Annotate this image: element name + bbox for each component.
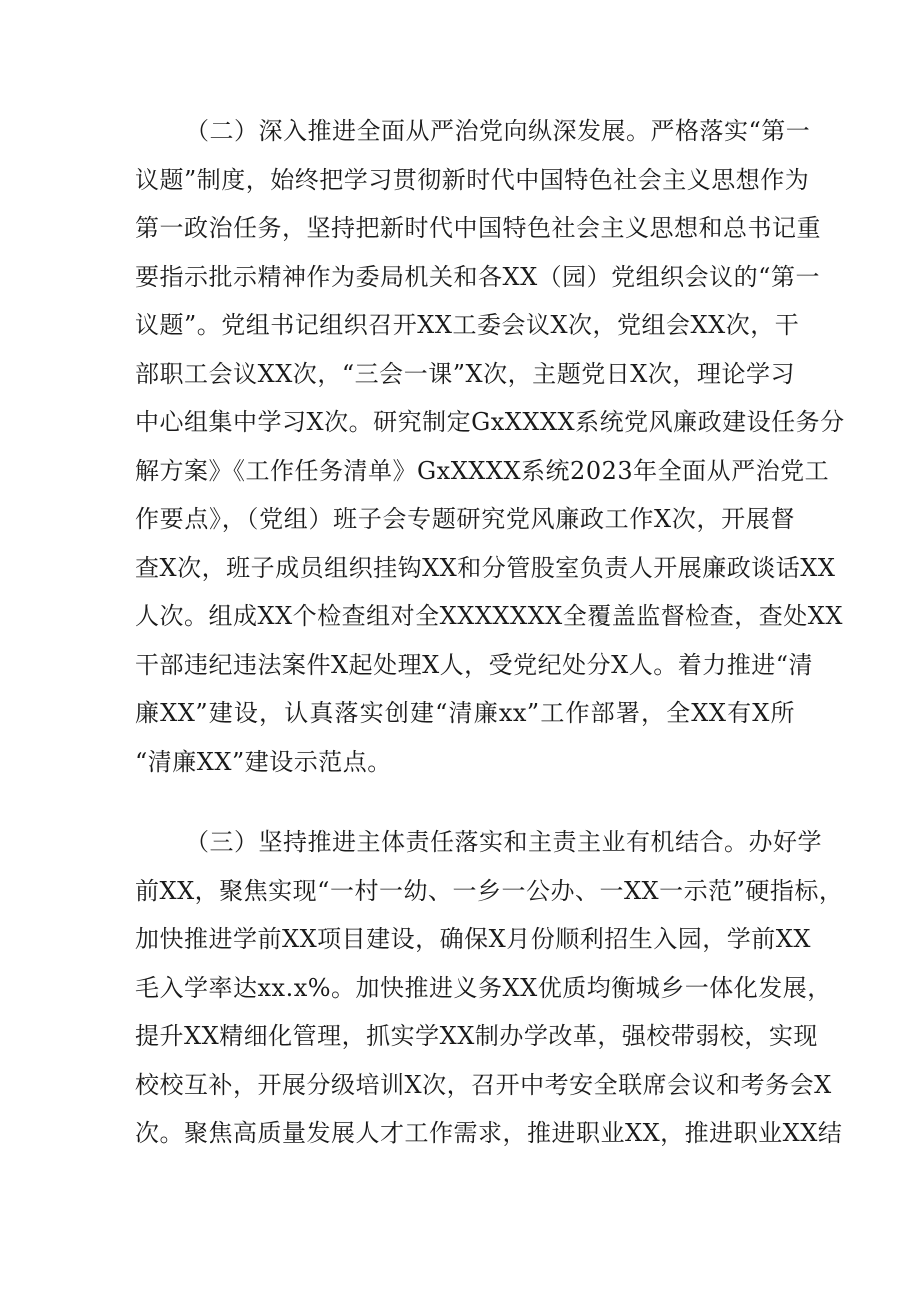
paragraph-party-governance xyxy=(135,107,845,786)
paragraph-line: 部职工会议XX次，“三会一课”X次，主题党日X次，理论学习 xyxy=(135,359,795,388)
paragraph-line: 第一政治任务，坚持把新时代中国特色社会主义思想和总书记重 xyxy=(135,214,821,242)
paragraph-main-responsibility xyxy=(135,818,844,1158)
paragraph-line: 校校互补，开展分级培训X次，召开中考安全联席会议和考务会X xyxy=(135,1070,832,1099)
paragraph-line: “清廉XX”建设示范点。 xyxy=(135,747,392,776)
paragraph-line: 议题”制度，始终把学习贯彻新时代中国特色社会主义思想作为 xyxy=(135,165,810,194)
paragraph-line: 作要点》，（党组）班子会专题研究党风廉政工作X次，开展督 xyxy=(135,505,795,533)
paragraph-line: （三）坚持推进主体责任落实和主责主业有机结合。办好学 xyxy=(185,828,822,856)
paragraph-line: 廉XX”建设，认真落实创建“清廉xx”工作部署，全XX有X所 xyxy=(135,699,795,727)
paragraph-line: 加快推进学前XX项目建设，确保X月份顺利招生入园，学前XX xyxy=(135,925,811,953)
paragraph-line: 议题”。党组书记组织召开XX工委会议X次，党组会XX次，干 xyxy=(135,311,800,339)
paragraph-line: 次。聚焦高质量发展人才工作需求，推进职业XX，推进职业XX结 xyxy=(135,1119,843,1147)
paragraph-line: 查X次，班子成员组织挂钩XX和分管股室负责人开展廉政谈话XX xyxy=(135,553,836,582)
paragraph-line: 人次。组成XX个检查组对全XXXXXXX全覆盖监督检查，查处XX xyxy=(135,602,843,630)
paragraph-line: 干部违纪违法案件X起处理X人，受党纪处分X人。着力推进“清 xyxy=(135,650,814,679)
paragraph-line: 毛入学率达xx.x%。加快推进义务XX优质均衡城乡一体化发展， xyxy=(135,973,832,1002)
paragraph-line: 要指示批示精神作为委局机关和各XX（园）党组织会议的“第一 xyxy=(135,262,820,291)
paragraph-line: 前XX，聚焦实现“一村一幼、一乡一公办、一XX一示范”硬指标， xyxy=(135,876,844,905)
paragraph-line: 解方案》《工作任务清单》GxXXXX系统2023年全面从严治党工 xyxy=(135,456,830,485)
paragraph-line: 中心组集中学习X次。研究制定GxXXXX系统党风廉政建设任务分 xyxy=(135,408,845,436)
paragraph-line: （二）深入推进全面从严治党向纵深发展。严格落实“第一 xyxy=(185,117,811,145)
paragraph-line: 提升XX精细化管理，抓实学XX制办学改革，强校带弱校，实现 xyxy=(135,1022,818,1050)
